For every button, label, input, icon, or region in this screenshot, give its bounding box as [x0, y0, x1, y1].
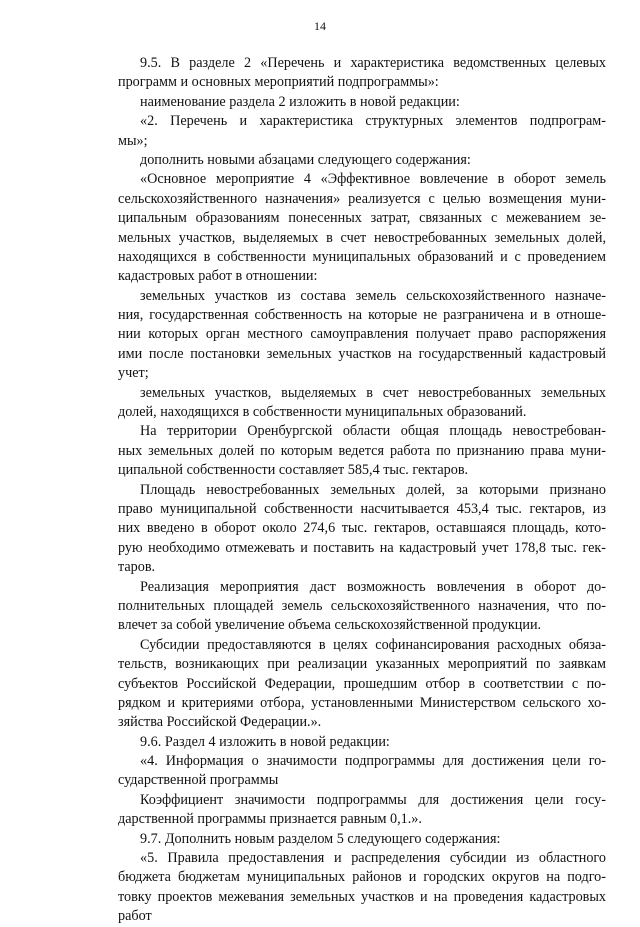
- text-line: влечет за собой увеличение объема сельскохозяйственной продукции.: [118, 617, 542, 634]
- text-line: ных земельных долей по которым ведется работа по признанию права муни-: [118, 442, 606, 459]
- text-line: 9.6. Раздел 4 изложить в новой редакции:: [140, 733, 390, 750]
- text-line: программ и основных мероприятий подпрограммы»:: [118, 74, 439, 91]
- text-line: бюджета бюджетам муниципальных районов и городских округов на подго-: [118, 869, 606, 886]
- text-line: находящихся в собственности муниципальных образований и с проведением: [118, 248, 606, 265]
- text-line: ими после постановки земельных участков на государственный кадастровый: [118, 345, 606, 362]
- text-line: полнительных площадей земель сельскохозяйственного назначения, что по-: [118, 597, 606, 614]
- text-line: Субсидии предоставляются в целях софинансирования расходных обяза-: [140, 636, 606, 653]
- text-line: ципальной собственности составляет 585,4 тыс. гектаров.: [118, 462, 469, 479]
- text-line: Реализация мероприятия даст возможность вовлечения в оборот до-: [140, 578, 606, 595]
- text-line: наименование раздела 2 изложить в новой редакции:: [140, 93, 460, 110]
- text-line: земельных участков, выделяемых в счет невостребованных земельных: [140, 384, 606, 401]
- text-line: «5. Правила предоставления и распределения субсидии из областного: [140, 850, 606, 867]
- text-line: ципальным образованиям понесенных затрат, связанных с межеванием зе-: [118, 210, 606, 227]
- text-line: сельскохозяйственного назначения» реализуется с целью возмещения муни-: [118, 190, 606, 207]
- text-line: «2. Перечень и характеристика структурных элементов подпрограм-: [140, 113, 606, 130]
- text-line: зяйства Российской Федерации.».: [118, 714, 322, 731]
- text-line: Площадь невостребованных земельных долей, за которыми признано: [140, 481, 606, 498]
- document-body: [118, 54, 606, 927]
- text-line: земельных участков из состава земель сельскохозяйственного назначе-: [140, 287, 606, 304]
- text-line: субъектов Российской Федерации, прошедшим отбор в соответствии с по-: [118, 675, 606, 692]
- text-line: ния, государственная собственность на которые не разграничена и в отноше-: [118, 307, 606, 324]
- text-line: Коэффициент значимости подпрограммы для достижения цели госу-: [140, 791, 606, 808]
- text-line: право муниципальной собственности насчитывается 453,4 тыс. гектаров, из: [118, 500, 606, 517]
- text-line: 9.7. Дополнить новым разделом 5 следующего содержания:: [140, 830, 501, 847]
- text-line: мельных участков, выделяемых в счет невостребованных земельных долей,: [118, 229, 606, 246]
- text-line: рядком и критериями отбора, установленными Министерством сельского хо-: [118, 694, 606, 711]
- text-line: дарственной программы признается равным 0,1.».: [118, 811, 422, 828]
- text-line: 9.5. В разделе 2 «Перечень и характеристика ведомственных целевых: [140, 55, 606, 71]
- text-line: «4. Информация о значимости подпрограммы для достижения цели го-: [140, 753, 606, 770]
- text-line: мы»;: [118, 132, 148, 149]
- text-line: рую необходимо отмежевать и поставить на кадастровый учет 178,8 тыс. гек-: [118, 539, 606, 556]
- text-line: них введено в оборот около 274,6 тыс. гектаров, оставшаяся площадь, кото-: [118, 520, 606, 537]
- text-line: дополнить новыми абзацами следующего содержания:: [140, 151, 471, 168]
- text-line: учет;: [118, 365, 149, 382]
- text-line: сударственной программы: [118, 772, 279, 789]
- text-line: нии которых орган местного самоуправления получает право распоряжения: [118, 326, 606, 343]
- text-line: работ: [118, 908, 152, 925]
- text-line: таров.: [118, 559, 156, 576]
- text-line: На территории Оренбургской области общая площадь невостребован-: [140, 423, 606, 440]
- text-line: тельств, возникающих при реализации указанных мероприятий по заявкам: [118, 656, 606, 673]
- text-line: кадастровых работ в отношении:: [118, 268, 318, 285]
- text-line: «Основное мероприятие 4 «Эффективное вовлечение в оборот земель: [140, 171, 606, 188]
- page-number: 14: [314, 19, 326, 33]
- text-line: товку проектов межевания земельных участков и на проведения кадастровых: [118, 888, 606, 905]
- text-line: долей, находящихся в собственности муниципальных образований.: [118, 404, 527, 421]
